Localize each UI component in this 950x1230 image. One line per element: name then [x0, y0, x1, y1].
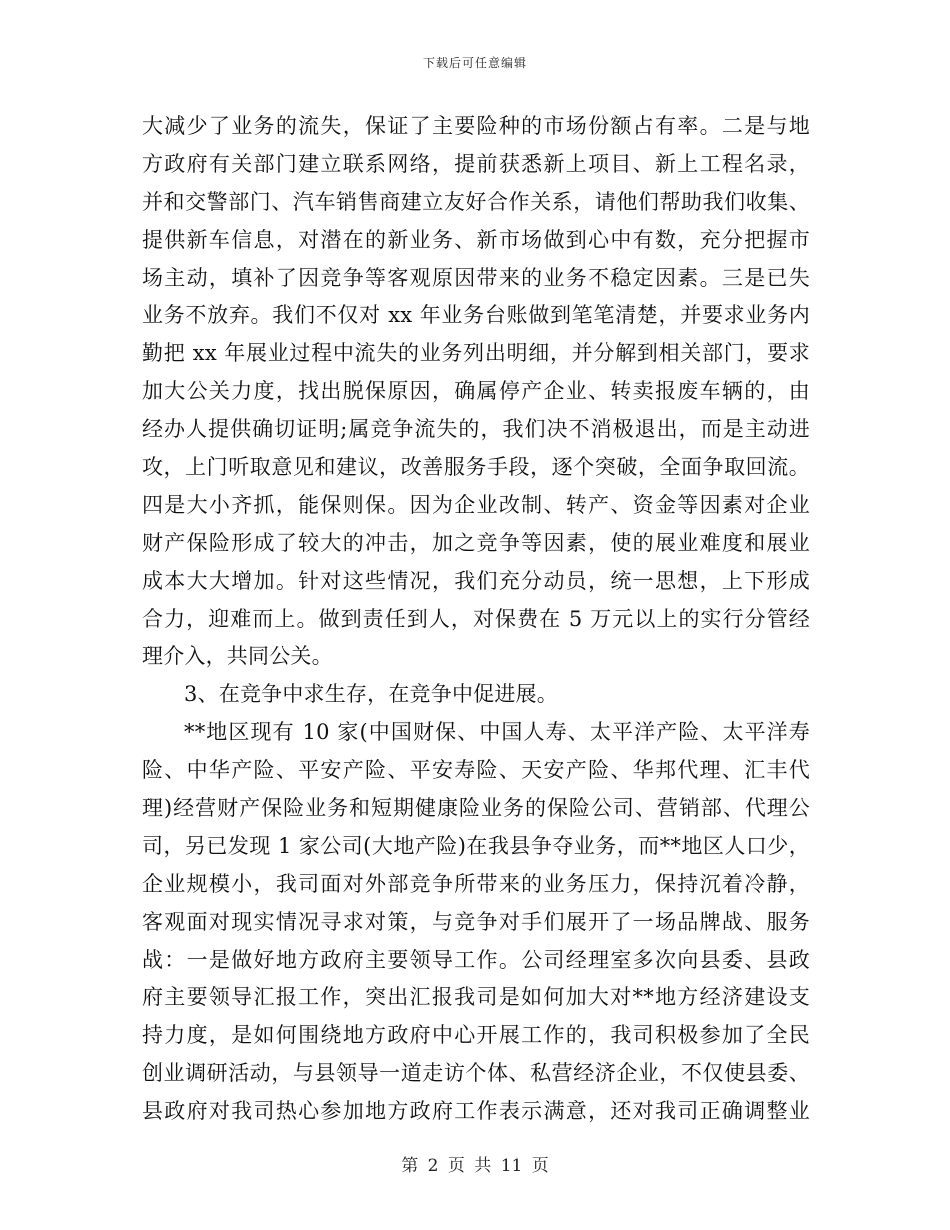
text-line: 成本大大增加。针对这些情况，我们充分动员，统一思想，上下形成: [142, 568, 810, 593]
text-line: 理介入，共同公关。: [142, 644, 333, 669]
text-line: 客观面对现实情况寻求对策，与竞争对手们展开了一场品牌战、服务: [142, 909, 810, 934]
text-line: 方政府有关部门建立联系网络，提前获悉新上项目、新上工程名录，: [142, 151, 810, 176]
text-line: 持力度，是如何围绕地方政府中心开展工作的，我司积极参加了全民: [142, 1023, 810, 1048]
text-line: 勤把 xx 年展业过程中流失的业务列出明细，并分解到相关部门，要求: [142, 341, 810, 366]
text-line: 加大公关力度，找出脱保原因，确属停产企业、转卖报废车辆的，由: [142, 379, 810, 404]
page-number: 第 2 页 共 11 页: [401, 1156, 549, 1176]
text-line: 经办人提供确切证明;属竞争流失的，我们决不消极退出，而是主动进: [142, 417, 810, 442]
text-line: 司，另已发现 1 家公司(大地产险)在我县争夺业务，而**地区人口少，: [142, 833, 810, 858]
text-line: 县政府对我司热心参加地方政府工作表示满意，还对我司正确调整业: [142, 1099, 810, 1124]
text-line: 战：一是做好地方政府主要领导工作。公司经理室多次向县委、县政: [142, 947, 810, 972]
text-line: 并和交警部门、汽车销售商建立友好合作关系，请他们帮助我们收集、: [142, 189, 810, 214]
text-line: 府主要领导汇报工作，突出汇报我司是如何加大对**地方经济建设支: [142, 985, 810, 1010]
text-line: 四是大小齐抓，能保则保。因为企业改制、转产、资金等因素对企业: [142, 492, 810, 517]
text-line: 企业规模小，我司面对外部竞争所带来的业务压力，保持沉着冷静，: [142, 871, 810, 896]
text-line: 攻，上门听取意见和建议，改善服务手段，逐个突破，全面争取回流。: [142, 455, 810, 480]
text-line: 理)经营财产保险业务和短期健康险业务的保险公司、营销部、代理公: [142, 796, 810, 821]
text-line: 大减少了业务的流失，保证了主要险种的市场份额占有率。二是与地: [142, 114, 810, 138]
section-heading: 3、在竞争中求生存，在竞争中促进展。: [184, 682, 558, 707]
text-line: 提供新车信息，对潜在的新业务、新市场做到心中有数，充分把握市: [142, 227, 810, 252]
text-line: 合力，迎难而上。做到责任到人，对保费在 5 万元以上的实行分管经: [142, 606, 810, 631]
text-line: 险、中华产险、平安产险、平安寿险、天安产险、华邦代理、汇丰代: [142, 758, 810, 783]
text-line: **地区现有 10 家(中国财保、中国人寿、太平洋产险、太平洋寿: [184, 720, 810, 745]
text-line: 创业调研活动，与县领导一道走访个体、私营经济企业，不仅使县委、: [142, 1061, 810, 1086]
page-header: 下载后可任意编辑: [422, 56, 527, 70]
text-line: 财产保险形成了较大的冲击，加之竞争等因素，使的展业难度和展业: [142, 530, 810, 555]
document-body: [142, 108, 810, 1131]
text-line: 业务不放弃。我们不仅对 xx 年业务台账做到笔笔清楚，并要求业务内: [142, 303, 810, 328]
text-line: 场主动，填补了因竞争等客观原因带来的业务不稳定因素。三是已失: [142, 265, 810, 290]
